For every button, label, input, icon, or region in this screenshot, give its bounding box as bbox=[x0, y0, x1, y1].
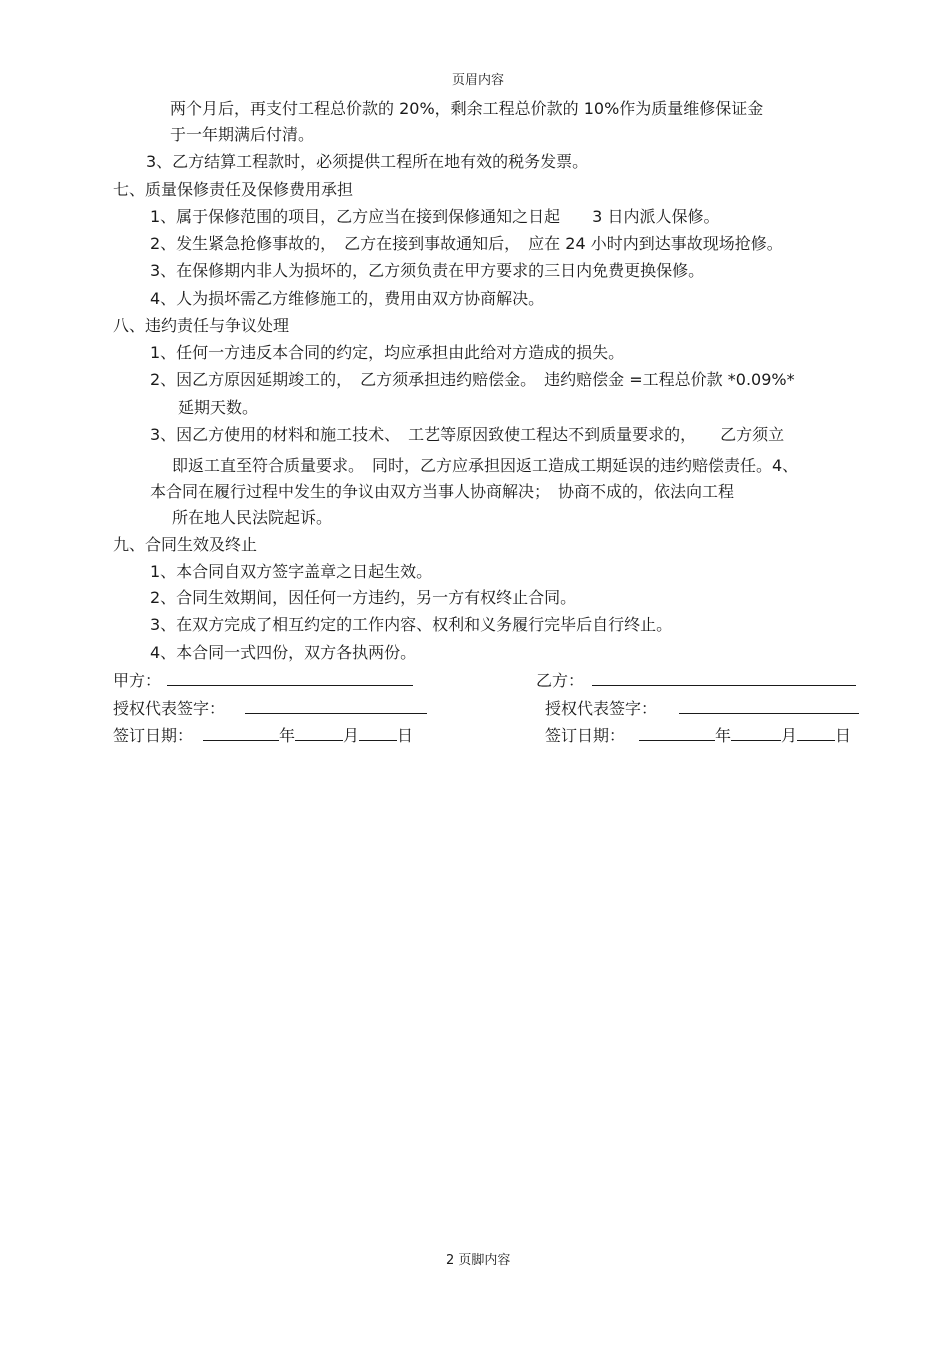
body-line: 所在地人民法院起诉。 bbox=[172, 508, 333, 527]
date-b-month-line[interactable] bbox=[731, 725, 781, 741]
date-a-row bbox=[113, 725, 413, 746]
party-a-label: 甲方： bbox=[113, 671, 162, 690]
date-b-month-unit: 月 bbox=[781, 726, 798, 745]
body-line: 于一年期满后付清。 bbox=[170, 125, 315, 144]
rep-b-label: 授权代表签字： bbox=[545, 699, 658, 718]
body-line: 3、乙方结算工程款时，必须提供工程所在地有效的税务发票。 bbox=[146, 152, 589, 171]
section-heading: 七、质量保修责任及保修费用承担 bbox=[113, 180, 354, 199]
party-a-row bbox=[113, 670, 413, 691]
body-line: 3、在保修期内非人为损坏的，乙方须负责在甲方要求的三日内免费更换保修。 bbox=[150, 261, 705, 280]
body-line: 2、因乙方原因延期竣工的， 乙方须承担违约赔偿金。 违约赔偿金 =工程总价款 *0.09%* bbox=[150, 370, 795, 389]
body-line: 1、属于保修范围的项目，乙方应当在接到保修通知之日起 3 日内派人保修。 bbox=[150, 207, 720, 226]
body-line: 本合同在履行过程中发生的争议由双方当事人协商解决； 协商不成的，依法向工程 bbox=[150, 482, 735, 501]
rep-a-signature-line[interactable] bbox=[245, 698, 427, 714]
date-b-day-unit: 日 bbox=[835, 726, 852, 745]
rep-a-row bbox=[113, 698, 427, 719]
date-a-label: 签订日期： bbox=[113, 726, 194, 745]
date-a-day-line[interactable] bbox=[359, 725, 397, 741]
date-b-year-line[interactable] bbox=[639, 725, 715, 741]
body-line: 2、合同生效期间，因任何一方违约，另一方有权终止合同。 bbox=[150, 588, 577, 607]
body-line: 4、本合同一式四份，双方各执两份。 bbox=[150, 643, 417, 662]
body-line: 即返工直至符合质量要求。 同时，乙方应承担因返工造成工期延误的违约赔偿责任。4、 bbox=[172, 456, 799, 475]
section-heading: 九、合同生效及终止 bbox=[113, 535, 258, 554]
body-line: 3、因乙方使用的材料和施工技术、 工艺等原因致使工程达不到质量要求的， 乙方须立 bbox=[150, 425, 785, 444]
date-a-year-unit: 年 bbox=[279, 726, 296, 745]
page-footer: 2 页脚内容 bbox=[446, 1253, 511, 1268]
rep-b-row bbox=[545, 698, 859, 719]
party-b-label: 乙方： bbox=[536, 671, 585, 690]
body-line: 1、任何一方违反本合同的约定，均应承担由此给对方造成的损失。 bbox=[150, 343, 625, 362]
date-b-year-unit: 年 bbox=[715, 726, 732, 745]
date-a-day-unit: 日 bbox=[397, 726, 414, 745]
date-a-month-line[interactable] bbox=[295, 725, 343, 741]
party-a-signature-line[interactable] bbox=[167, 670, 413, 686]
rep-b-signature-line[interactable] bbox=[679, 698, 859, 714]
section-heading: 八、违约责任与争议处理 bbox=[113, 316, 290, 335]
date-b-row bbox=[545, 725, 851, 746]
body-line: 3、在双方完成了相互约定的工作内容、权利和义务履行完毕后自行终止。 bbox=[150, 615, 673, 634]
date-a-year-line[interactable] bbox=[203, 725, 279, 741]
date-b-label: 签订日期： bbox=[545, 726, 626, 745]
rep-a-label: 授权代表签字： bbox=[113, 699, 226, 718]
body-line: 1、本合同自双方签字盖章之日起生效。 bbox=[150, 562, 433, 581]
date-b-day-line[interactable] bbox=[797, 725, 835, 741]
party-b-row bbox=[536, 670, 856, 691]
party-b-signature-line[interactable] bbox=[592, 670, 856, 686]
body-line: 4、人为损坏需乙方维修施工的，费用由双方协商解决。 bbox=[150, 289, 545, 308]
body-line: 延期天数。 bbox=[178, 398, 259, 417]
page-header: 页眉内容 bbox=[452, 73, 505, 88]
body-line: 2、发生紧急抢修事故的， 乙方在接到事故通知后， 应在 24 小时内到达事故现场抢修。 bbox=[150, 234, 783, 253]
body-line: 两个月后，再支付工程总价款的 20%，剩余工程总价款的 10%作为质量维修保证金 bbox=[170, 99, 764, 118]
date-a-month-unit: 月 bbox=[343, 726, 360, 745]
